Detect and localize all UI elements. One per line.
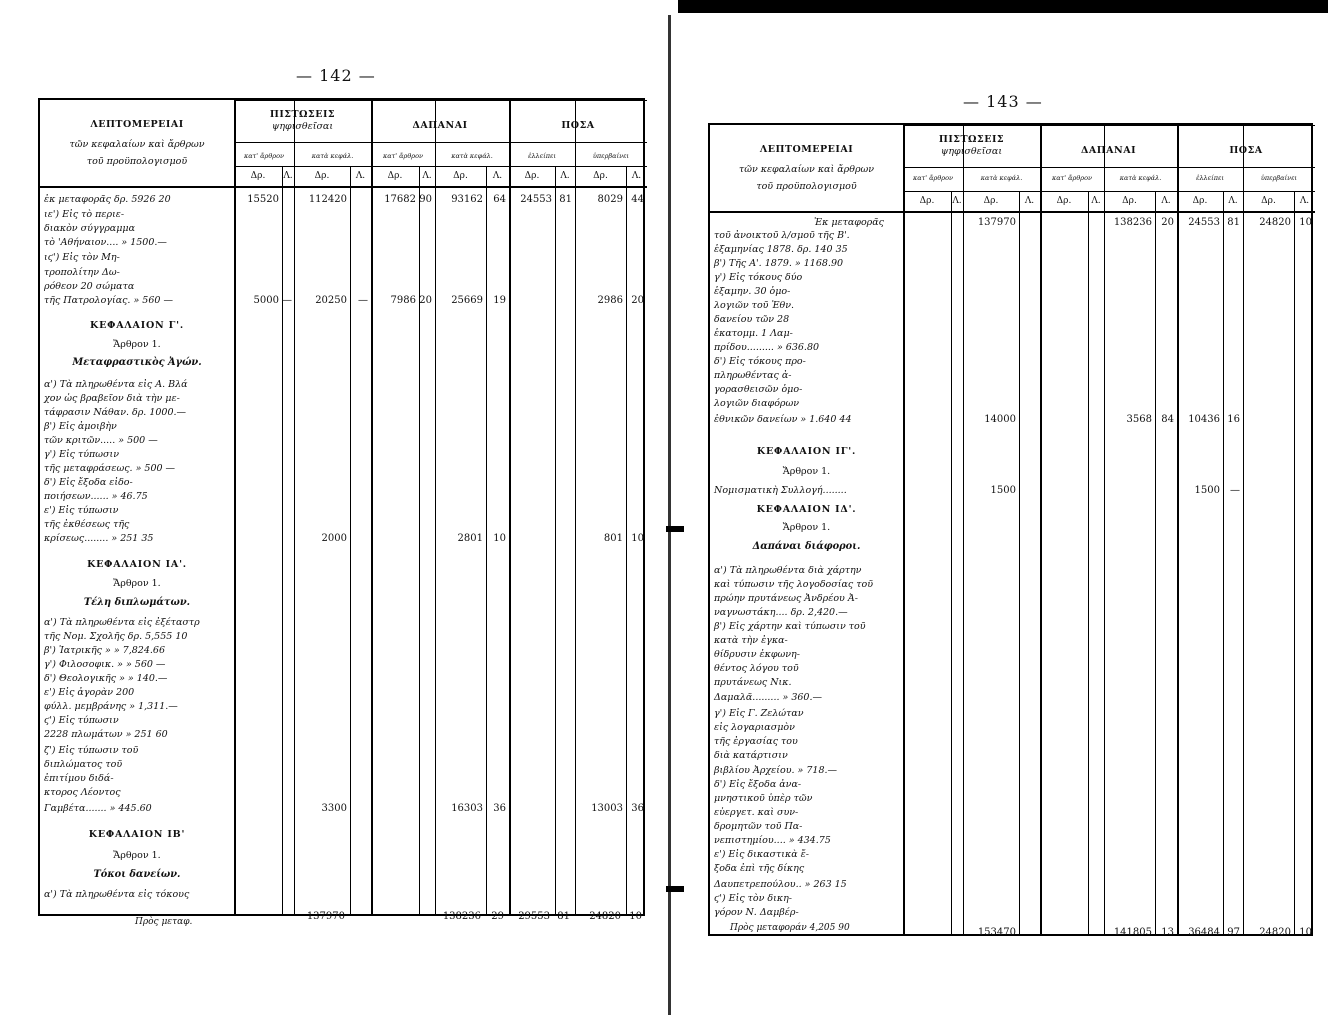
header-credits: ΠΙΣΤΩΣΕΙΣ — [269, 109, 336, 120]
line-item: ποιήσεων...... » 46.75 — [44, 491, 148, 502]
column-rule — [575, 100, 576, 914]
amount-cell: 801 — [603, 533, 623, 544]
column-rule — [1243, 125, 1244, 934]
line-item: εἰς λογαριασμὸν — [714, 722, 795, 733]
column-rule — [963, 125, 964, 934]
column-rule — [294, 100, 295, 914]
row-rule — [710, 211, 1315, 213]
header-details-line: τοῦ προϋπολογισμοῦ — [86, 156, 188, 167]
line-item: λογιῶν τοῦ Ἐθν. — [714, 300, 795, 311]
row-rule — [40, 186, 647, 188]
article-heading: Ἄρθρον 1. — [113, 850, 161, 861]
col-head-dr: Δρ. — [919, 196, 935, 206]
page-number-right: — 143 — — [963, 92, 1043, 111]
article-heading: Ἄρθρον 1. — [782, 522, 831, 533]
amount-cell: 112420 — [308, 194, 347, 205]
amount-cell: 8029 — [597, 194, 623, 205]
col-head-l: Λ. — [1299, 196, 1310, 206]
header-expenses: ΔΑΠΑΝΑΙ — [1080, 145, 1137, 156]
line-item: Νομισματικὴ Συλλογή........ — [714, 485, 847, 496]
row-rule — [234, 142, 647, 143]
line-item: τῶν κριτῶν..... » 500 — — [44, 435, 158, 446]
line-item: θέντος λόγου τοῦ — [714, 663, 799, 674]
column-rule — [1088, 191, 1089, 934]
amount-cell: 84 — [1161, 414, 1174, 425]
subheader: κατ' ἄρθρον — [1052, 174, 1092, 182]
col-head-l: Λ. — [560, 171, 570, 181]
subheader: κατ' ἄρθρον — [244, 152, 284, 160]
subheader: ἐλλείπει — [1195, 174, 1225, 182]
scan-edge-dark-band — [678, 0, 1328, 13]
column-rule — [282, 166, 283, 914]
line-item: πρυτάνεως Νικ. — [714, 677, 792, 688]
line-item: τάφρασιν Νάθαν. δρ. 1000.— — [44, 407, 187, 418]
amount-cell: 16 — [1227, 414, 1240, 425]
header-details-line: τῶν κεφαλαίων καὶ ἄρθρων — [738, 164, 875, 175]
line-item: τῆς ἐκθέσεως τῆς — [44, 519, 130, 530]
article-heading: Ἄρθρον 1. — [113, 578, 161, 589]
line-item: δ') Θεολογικῆς » » 140.— — [44, 673, 168, 684]
carry-forward-amount: 141805 — [1113, 927, 1152, 938]
line-item: πληρωθέντας ἀ- — [714, 370, 792, 381]
line-item: κτορος Λέοντος — [44, 787, 121, 798]
col-head-l: Λ. — [1228, 196, 1238, 206]
line-item: τῆς Πατρολογίας. » 560 — — [44, 295, 173, 306]
line-item: διὰ κατάρτισιν — [714, 750, 788, 761]
line-item: νεπιστημίου.... » 434.75 — [714, 835, 831, 846]
amount-cell: 10 — [493, 533, 506, 544]
line-item: Γαμβέτα....... » 445.60 — [44, 803, 152, 814]
amount-cell: 16303 — [451, 803, 483, 814]
line-item: βιβλίου Ἀρχείου. » 718.— — [714, 765, 838, 776]
column-rule — [555, 166, 556, 914]
line-item: γ') Φιλοσοφικ. » » 560 — — [44, 659, 166, 670]
col-head-dr: Δρ. — [983, 196, 999, 206]
amount-cell: 7986 — [390, 295, 416, 306]
line-item: γ') Εἰς Γ. Ζελώταν — [714, 708, 804, 719]
amount-cell: 81 — [1227, 217, 1240, 228]
header-details-title: ΛΕΠΤΟΜΕΡΕΙΑΙ — [90, 119, 184, 130]
line-item: γ') Εἰς τόκους δύο — [714, 272, 803, 283]
header-details-line: τῶν κεφαλαίων καὶ ἄρθρων — [69, 139, 205, 150]
line-item: ἑκατομμ. 1 Λαμ- — [714, 328, 793, 339]
line-item: δ') Εἰς ἔξοδα ἀνα- — [714, 779, 802, 790]
binding-mark — [666, 886, 684, 892]
line-item: δ') Εἰς ἔξοδα εἰδο- — [44, 477, 133, 488]
amount-cell: 2000 — [321, 533, 347, 544]
col-head-dr: Δρ. — [1122, 196, 1137, 206]
line-item: α') Τὰ πληρωθέντα εἰς τόκους — [44, 889, 190, 900]
amount-cell: 81 — [559, 194, 572, 205]
amount-cell: 25669 — [451, 295, 483, 306]
carry-forward-amount: 137970 — [306, 911, 345, 922]
line-item: ξοδα ἐπὶ τῆς δίκης — [714, 863, 805, 874]
line-item: ε') Εἰς ἀγορὰν 200 — [44, 687, 135, 698]
line-item: διακὸν σύγγραμμα — [44, 223, 135, 234]
carry-forward-label: Πρὸς μεταφ. — [135, 917, 193, 927]
column-rule — [1155, 191, 1156, 934]
line-item: Δαμαλᾶ......... » 360.— — [714, 692, 822, 703]
line-item: ιε') Εἰς τὸ περιε- — [44, 209, 125, 220]
col-head-dr: Δρ. — [1056, 196, 1072, 206]
amount-cell: — — [1230, 485, 1240, 496]
amount-cell: 3568 — [1126, 414, 1152, 425]
line-item: β') Εἰς χάρτην καὶ τύπωσιν τοῦ — [714, 621, 866, 632]
amount-cell: 10 — [631, 533, 644, 544]
col-head-l: Λ. — [283, 171, 293, 181]
header-expenses: ΔΑΠΑΝΑΙ — [412, 120, 468, 131]
col-head-dr: Δρ. — [1261, 196, 1276, 206]
line-item: β') Εἰς ἀμοιβὴν — [44, 421, 117, 432]
line-item: α') Τὰ πληρωθέντα εἰς Α. Βλά — [44, 379, 188, 390]
subheader: κατὰ κεφάλ. — [451, 152, 493, 160]
carry-forward-label: Πρὸς μεταφοράν 4,205 90 — [730, 923, 850, 933]
line-item: ϛ') Εἰς τύπωσιν — [44, 715, 119, 726]
page-number-left: — 142 — — [296, 66, 376, 85]
column-rule — [350, 166, 351, 914]
amount-cell: 20250 — [315, 295, 347, 306]
row-rule — [234, 100, 647, 101]
article-heading: Ἄρθρον 1. — [782, 466, 831, 477]
line-item: δ') Εἰς τόκους προ- — [714, 356, 806, 367]
section-title: Μεταφραστικὸς Ἀγών. — [72, 357, 202, 368]
line-item: ιϛ') Εἰς τὸν Μη- — [44, 252, 120, 263]
column-rule — [435, 100, 436, 914]
line-item: πρίδου......... » 636.80 — [714, 342, 820, 353]
row-rule — [903, 191, 1315, 192]
line-item: 2228 πλωμάτων » 251 60 — [44, 729, 168, 740]
column-rule — [1019, 191, 1020, 934]
line-item: τροπολίτην Δω- — [44, 267, 120, 278]
amount-cell: 1500 — [1194, 485, 1220, 496]
col-head-l: Λ. — [492, 171, 503, 181]
line-item: τῆς μεταφράσεως. » 500 — — [44, 463, 176, 474]
column-rule — [509, 100, 511, 914]
column-rule — [234, 100, 236, 914]
amount-cell: 93162 — [451, 194, 483, 205]
col-head-dr: Δρ. — [387, 171, 403, 181]
line-item: δρομητῶν τοῦ Πα- — [714, 821, 803, 832]
col-head-dr: Δρ. — [524, 171, 540, 181]
line-item: ναγνωστάκη.... δρ. 2,420.— — [714, 607, 848, 618]
chapter-heading: ΚΕΦΑΛΑΙΟΝ ΙΑ'. — [87, 559, 187, 570]
line-item: α') Τὰ πληρωθέντα διὰ χάρτην — [714, 565, 862, 576]
line-item: γορασθεισῶν ὁμο- — [714, 384, 803, 395]
column-rule — [1223, 191, 1224, 934]
line-item: ἑξαμηνίας 1878. δρ. 140 35 — [714, 244, 848, 255]
binding-mark — [666, 526, 684, 532]
header-amounts: ΠΟΣΑ — [1229, 145, 1263, 156]
line-item: ἑξαμην. 30 ὁμο- — [714, 286, 791, 297]
amount-cell: 14000 — [984, 414, 1016, 425]
amount-cell: 24553 — [1188, 217, 1220, 228]
line-item: Ἐκ μεταφορᾶς — [814, 217, 884, 228]
amount-cell: 90 — [419, 194, 432, 205]
line-item: τῆς Νομ. Σχολῆς δρ. 5,555 10 — [44, 631, 188, 642]
line-item: Δαυπετρεπούλου.. » 263 15 — [714, 879, 847, 890]
line-item: ἐκ μεταφορᾶς δρ. 5926 20 — [44, 194, 171, 205]
col-head-l: Λ. — [355, 171, 366, 181]
carry-forward-amount: 29553 — [518, 911, 550, 922]
subheader: κατὰ κεφάλ. — [980, 174, 1023, 182]
section-title: Δαπάναι διάφοροι. — [752, 541, 861, 552]
line-item: β') Ἰατρικῆς » » 7,824.66 — [44, 645, 165, 656]
carry-forward-amount: 10 — [629, 911, 642, 922]
line-item: λογιῶν διαφόρων — [714, 398, 800, 409]
column-rule — [419, 166, 420, 914]
section-title: Τέλη διπλωμάτων. — [83, 597, 191, 608]
line-item: χον ὡς βραβεῖον διὰ τὴν με- — [44, 393, 180, 404]
article-heading: Ἄρθρον 1. — [113, 339, 161, 350]
amount-cell: 44 — [631, 194, 644, 205]
amount-cell: 24820 — [1259, 217, 1291, 228]
chapter-heading: ΚΕΦΑΛΑΙΟΝ ΙΔ'. — [756, 504, 857, 515]
line-item: πρώην πρυτάνεως Ἀνδρέου Ἀ- — [714, 593, 858, 604]
amount-cell: 2986 — [597, 295, 623, 306]
line-item: ε') Εἰς δικαστικὰ ἔ- — [714, 849, 809, 860]
line-item: β') Τῆς Α'. 1879. » 1168.90 — [714, 258, 844, 269]
header-amounts: ΠΟΣΑ — [561, 120, 595, 131]
col-head-dr: Δρ. — [1192, 196, 1208, 206]
line-item: φύλλ. μεμβράνης » 1,311.— — [44, 701, 178, 712]
carry-forward-amount: 153470 — [977, 927, 1016, 938]
col-head-l: Λ. — [1161, 196, 1171, 206]
subheader: κατὰ κεφάλ. — [311, 152, 354, 160]
amount-cell: 5000 — [253, 295, 279, 306]
amount-cell: 17682 — [384, 194, 416, 205]
amount-cell: 20 — [1161, 217, 1174, 228]
line-item: τοῦ ἀνοικτοῦ λ/σμοῦ τῆς Β'. — [714, 230, 850, 241]
header-credits-sub: ψηφισθεῖσαι — [940, 146, 1003, 157]
line-item: α') Τὰ πληρωθέντα εἰς ἐξέταστρ — [44, 617, 200, 628]
chapter-heading: ΚΕΦΑΛΑΙΟΝ ΙΒ' — [88, 829, 186, 840]
carry-forward-amount: 24820 — [1259, 927, 1291, 938]
line-item: τὸ 'Αθήναιον.... » 1500.— — [44, 237, 167, 248]
chapter-heading: ΚΕΦΑΛΑΙΟΝ ΙΓ'. — [756, 446, 857, 457]
line-item: δανείου τῶν 28 — [714, 314, 790, 325]
line-item: ϛ') Εἰς τὸν δικη- — [714, 893, 793, 904]
carry-forward-amount: 10 — [1299, 927, 1312, 938]
carry-forward-amount: 97 — [1227, 927, 1240, 938]
carry-forward-amount: 13 — [1161, 927, 1174, 938]
amount-cell: 20 — [419, 295, 432, 306]
col-head-l: Λ. — [631, 171, 642, 181]
line-item: καὶ τύπωσιν τῆς λογοδοσίας τοῦ — [714, 579, 873, 590]
column-rule — [371, 100, 373, 914]
line-item: μνηστικοῦ ὑπὲρ τῶν — [714, 793, 813, 804]
line-item: ἐπιτίμου διδά- — [44, 773, 114, 784]
column-rule — [951, 191, 952, 934]
carry-forward-amount: 29 — [491, 911, 504, 922]
amount-cell: 137970 — [977, 217, 1016, 228]
column-rule — [1294, 191, 1295, 934]
line-item: κατὰ τὴν ἐγκα- — [714, 635, 788, 646]
col-head-dr: Δρ. — [593, 171, 608, 181]
column-rule — [1040, 125, 1042, 934]
subheader: κατ' ἄρθρον — [383, 152, 423, 160]
header-credits: ΠΙΣΤΩΣΕΙΣ — [938, 134, 1005, 145]
header-details-title: ΛΕΠΤΟΜΕΡΕΙΑΙ — [759, 144, 854, 155]
ledger-page-right — [708, 123, 1313, 936]
subheader: ἐλλείπει — [527, 152, 557, 160]
subheader: κατ' ἄρθρον — [913, 174, 953, 182]
carry-forward-amount: 36484 — [1188, 927, 1220, 938]
header-credits-sub: ψηφισθεῖσαι — [271, 121, 334, 132]
row-rule — [234, 166, 647, 167]
amount-cell: 2801 — [457, 533, 483, 544]
row-rule — [903, 125, 1315, 126]
line-item: κρίσεως........ » 251 35 — [44, 533, 154, 544]
amount-cell: 36 — [493, 803, 506, 814]
amount-cell: 64 — [493, 194, 506, 205]
line-item: τῆς ἐργασίας του — [714, 736, 798, 747]
book-gutter — [668, 15, 671, 1015]
amount-cell: — — [282, 295, 292, 306]
col-head-l: Λ. — [952, 196, 962, 206]
line-item: γ') Εἰς τύπωσιν — [44, 449, 120, 460]
amount-cell: 10436 — [1188, 414, 1220, 425]
row-rule — [903, 167, 1315, 168]
ledger-page-left — [38, 98, 645, 916]
line-item: γόρον Ν. Δαμβέρ- — [714, 907, 799, 918]
column-rule — [903, 125, 905, 934]
column-rule — [1177, 125, 1179, 934]
line-item: θίδρυσιν ἐκφωνη- — [714, 649, 800, 660]
subheader: κατὰ κεφάλ. — [1119, 174, 1162, 182]
amount-cell: 1500 — [990, 485, 1016, 496]
col-head-l: Λ. — [422, 171, 432, 181]
amount-cell: 24553 — [520, 194, 552, 205]
line-item: ρόθεον 20 σώματα — [44, 281, 135, 292]
column-rule — [1104, 125, 1105, 934]
amount-cell: 3300 — [321, 803, 347, 814]
section-title: Τόκοι δανείων. — [93, 869, 181, 880]
amount-cell: 10 — [1299, 217, 1312, 228]
col-head-dr: Δρ. — [250, 171, 266, 181]
line-item: ζ') Εἰς τύπωσιν τοῦ — [44, 745, 139, 756]
amount-cell: 20 — [631, 295, 644, 306]
carry-forward-amount: 24820 — [589, 911, 621, 922]
col-head-l: Λ. — [1024, 196, 1035, 206]
line-item: εὐεργετ. καὶ συν- — [714, 807, 799, 818]
line-item: ἐθνικῶν δανείων » 1.640 44 — [714, 414, 852, 425]
header-details-line: τοῦ προϋπολογισμοῦ — [756, 181, 857, 192]
col-head-l: Λ. — [1091, 196, 1101, 206]
carry-forward-amount: 138236 — [442, 911, 481, 922]
carry-forward-amount: 81 — [557, 911, 570, 922]
amount-cell: — — [358, 295, 368, 306]
amount-cell: 19 — [493, 295, 506, 306]
subheader: ὑπερβαίνει — [592, 152, 630, 160]
amount-cell: 13003 — [591, 803, 623, 814]
amount-cell: 36 — [631, 803, 644, 814]
subheader: ὑπερβαίνει — [1260, 174, 1298, 182]
col-head-dr: Δρ. — [314, 171, 330, 181]
line-item: ε') Εἰς τύπωσιν — [44, 505, 119, 516]
line-item: διπλώματος τοῦ — [44, 759, 123, 770]
amount-cell: 15520 — [247, 194, 279, 205]
chapter-heading: ΚΕΦΑΛΑΙΟΝ Γ'. — [90, 320, 184, 331]
col-head-dr: Δρ. — [453, 171, 468, 181]
amount-cell: 138236 — [1113, 217, 1152, 228]
